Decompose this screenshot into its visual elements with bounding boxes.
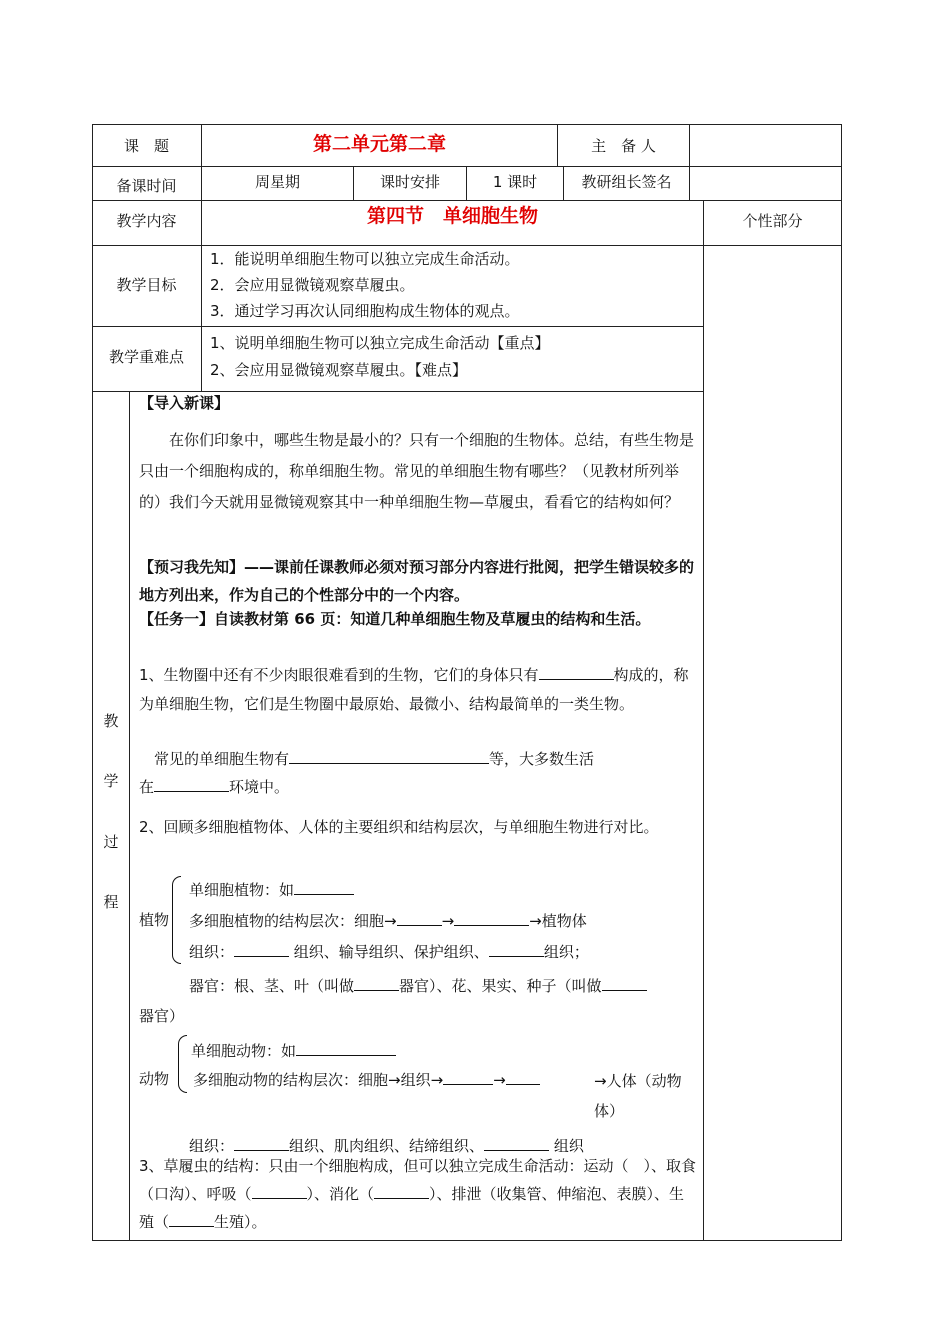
leader-sign-label: 教研组长签名 (581, 173, 672, 191)
blank-6[interactable] (454, 907, 529, 926)
preview-heading: 【预习我先知】——课前任课教师必须对预习部分内容进行批阅，把学生错误较多的地方列出来，作为自己的个性部分中的一个内容。 (139, 558, 695, 604)
prep-time-label: 备课时间 (116, 177, 177, 195)
process-label-char-1: 教 (103, 712, 119, 730)
hours-value: 1 课时 (492, 173, 538, 191)
animal-brace (178, 1035, 187, 1093)
plant-brace (172, 876, 181, 964)
plant-tissue: 组织： 组织、输导组织、保护组织、 组织； (189, 938, 589, 964)
row-divider-4 (92, 326, 703, 327)
lesson-title: 第四节 单细胞生物 (366, 205, 538, 227)
blank-15[interactable] (484, 1132, 549, 1151)
process-label-divider (129, 391, 130, 1241)
content-label: 教学内容 (116, 212, 177, 230)
key-points-label: 教学重难点 (108, 348, 184, 366)
question-1: 1、生物圈中还有不少肉眼很难看到的生物，它们的身体只有 构成的，称为单细胞生物，它们是生物圈中最原始、最微小、结构最简单的一类生物。 (139, 661, 699, 719)
personal-label: 个性部分 (742, 212, 803, 230)
blank-14[interactable] (234, 1132, 289, 1151)
intro-heading: 【导入新课】 (139, 394, 230, 412)
process-label-char-3: 过 (103, 833, 119, 851)
blank-11[interactable] (296, 1037, 396, 1056)
plant-multi: 多细胞植物的结构层次：细胞→ → →植物体 (189, 907, 587, 933)
process-label-char-4: 程 (103, 893, 119, 911)
personal-col-divider (703, 200, 704, 1241)
plant-label: 植物 (139, 911, 170, 929)
blank-2[interactable] (289, 745, 489, 764)
blank-7[interactable] (234, 938, 289, 957)
blank-18[interactable] (169, 1208, 214, 1227)
animal-multi: 多细胞动物的结构层次：细胞→组织→ → (193, 1066, 540, 1092)
key-point-2: 2、会应用显微镜观察草履虫。【难点】 (210, 361, 468, 379)
row-divider-2 (92, 200, 842, 201)
question-3: 3、草履虫的结构：只由一个细胞构成，但可以独立完成生命活动：运动（ ）、取食（口沟）、呼吸（ ）、消化（ ）、排泄（收集管、伸缩泡、表膜）、生殖（ 生殖）。 (139, 1157, 697, 1231)
topic-label: 课 题 (123, 137, 169, 155)
row-divider-1 (92, 166, 842, 167)
animal-single: 单细胞动物：如 (191, 1037, 396, 1063)
animal-tissue: 组织： 组织、肌肉组织、结缔组织、 组织 (189, 1132, 584, 1158)
blank-17[interactable] (374, 1180, 429, 1199)
blank-9[interactable] (354, 972, 399, 991)
table-border-bottom (92, 1240, 842, 1241)
blank-16[interactable] (252, 1180, 307, 1199)
blank-12[interactable] (443, 1066, 493, 1085)
question-1-env: 在 环境中。 (139, 773, 699, 801)
goals-label: 教学目标 (116, 276, 177, 294)
plant-single: 单细胞植物：如 (189, 876, 354, 902)
blank-1[interactable] (539, 661, 614, 680)
blank-3[interactable] (154, 773, 229, 792)
header-col-divider-b (689, 124, 690, 201)
blank-4[interactable] (294, 876, 354, 895)
preparer-label: 主 备 人 (591, 137, 656, 155)
table-border-right (841, 124, 842, 1241)
week-label: 周星期 (254, 173, 300, 191)
schedule-label: 课时安排 (379, 173, 440, 191)
plant-organ: 器官：根、茎、叶（叫做 器官）、花、果实、种子（叫做 (189, 972, 647, 998)
animal-label: 动物 (139, 1070, 170, 1088)
task1-heading: 【任务一】自读教材第 66 页：知道几种单细胞生物及草履虫的结构和生活。 (139, 610, 651, 628)
animal-multi-end: →人体（动物体） (594, 1072, 682, 1120)
topic-value: 第二单元第二章 (312, 133, 446, 155)
blank-10[interactable] (602, 972, 647, 991)
question-2: 2、回顾多细胞植物体、人体的主要组织和结构层次，与单细胞生物进行对比。 (139, 818, 659, 836)
question-1-common: 常见的单细胞生物有 等，大多数生活 (139, 745, 699, 773)
table-border-top (92, 124, 842, 125)
blank-5[interactable] (397, 907, 442, 926)
blank-13[interactable] (506, 1066, 540, 1085)
goal-item-2: 2．会应用显微镜观察草履虫。 (210, 276, 415, 294)
label-col-divider (201, 124, 202, 392)
goal-item-3: 3．通过学习再次认同细胞构成生物体的观点。 (210, 302, 520, 320)
process-label-char-2: 学 (103, 772, 119, 790)
goal-item-1: 1．能说明单细胞生物可以独立完成生命活动。 (210, 250, 520, 268)
blank-8[interactable] (489, 938, 544, 957)
key-point-1: 1、说明单细胞生物可以独立完成生命活动【重点】 (210, 334, 550, 352)
plant-organ-end: 器官） (139, 1007, 185, 1025)
intro-text: 在你们印象中，哪些生物是最小的？只有一个细胞的生物体。总结，有些生物是只由一个细胞构成的，称单细胞生物。常见的单细胞生物有哪些？（见教材所列举的）我们今天就用显微镜观察其中一种单细胞生物—草履虫，看看它的结构如何？ (139, 431, 695, 511)
